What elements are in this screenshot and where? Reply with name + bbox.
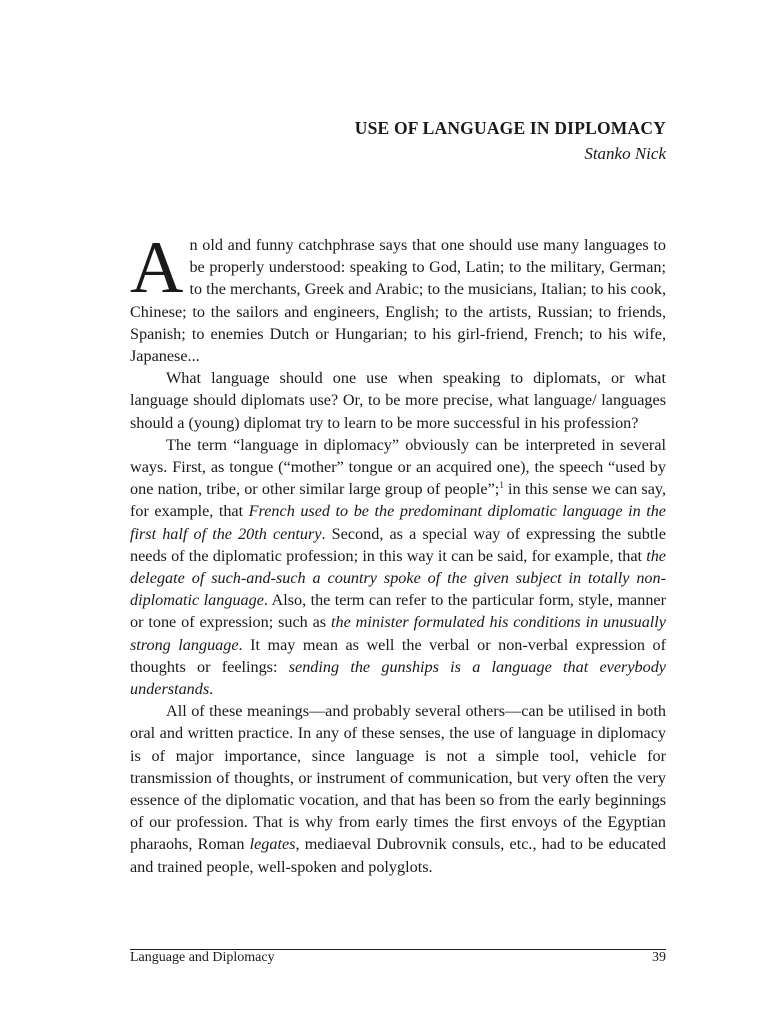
footer-journal-title: Language and Diplomacy <box>130 950 275 965</box>
article-body <box>130 227 667 878</box>
paragraph-3-text-1: The term “language in diplomacy” obviously can be interpreted in several ways. First, as tongue (“mother” tongue or an acquired one), the speech “used by one nation, tribe, or other similar large group of people”; <box>130 435 666 499</box>
paragraph-3-text-6: . <box>209 680 214 699</box>
paragraph-3-italic-3: the minister formulated his conditions in unusually strong language <box>130 613 666 654</box>
article-title: USE OF LANGUAGE IN DIPLOMACY <box>354 118 666 138</box>
paragraph-3 <box>130 434 666 700</box>
footnote-marker: 1 <box>499 480 504 491</box>
paragraph-3-text-4: . Also, the term can refer to the particular form, style, manner or tone of expression; such as <box>130 591 666 632</box>
article-author: Stanko Nick <box>584 144 666 163</box>
paragraph-3-text-5: . It may mean as well the verbal or non-verbal expression of thoughts or feelings: <box>130 635 666 676</box>
paragraph-3-italic-1: French used to be the predominant diplomatic language in the first half of the 20th century <box>130 502 666 543</box>
paragraph-4-italic-1: legates <box>249 835 296 854</box>
paragraph-4-text-1: All of these meanings—and probably several others—can be utilised in both oral and written practice. In any of these senses, the use of language in diplomacy is of major importance, since language is not a simple tool, vehicle for transmission of thoughts, or instrument of communication, but very often the very essence of the diplomatic vocation, and that has been so from the early beginnings of our profession. That is why from early times the first envoys of the Egyptian pharaohs, Roman <box>130 702 666 854</box>
paragraph-1-text: n old and funny catchphrase says that one should use many languages to be properly understood: speaking to God, Latin; to the military, German; to the merchants, Greek and Arabic; to the musicians, Italian; to his cook, Chinese; to the sailors and engineers, English; to the artists, Russian; to friends, Spanish; to enemies Dutch or Hungarian; to his girl-friend, French; to his wife, Japanese... <box>130 236 666 366</box>
paragraph-4 <box>130 700 666 878</box>
paragraph-3-text-3: . Second, as a special way of expressing the subtle needs of the diplomatic profession; in this way it can be said, for example, that <box>130 524 666 565</box>
paragraph-4-text-2: , mediaeval Dubrovnik consuls, etc., had to be educated and trained people, well-spoken and polyglots. <box>130 835 667 876</box>
paragraph-3-italic-4: sending the gunships is a language that everybody understands <box>130 657 666 699</box>
page-number: 39 <box>652 950 666 965</box>
paragraph-3-italic-2: the delegate of such-and-such a country spoke of the given subject in totally non-diplomatic language <box>130 546 666 610</box>
drop-cap: A <box>130 227 184 309</box>
paragraph-1 <box>130 227 666 367</box>
paragraph-3-text-2: in this sense we can say, for example, that <box>130 480 667 521</box>
paragraph-2: What language should one use when speaking to diplomats, or what language should diplomats use? Or, to be more precise, what language/ languages should a (young) diplomat try to learn to be more successful in his profession? <box>130 369 666 432</box>
